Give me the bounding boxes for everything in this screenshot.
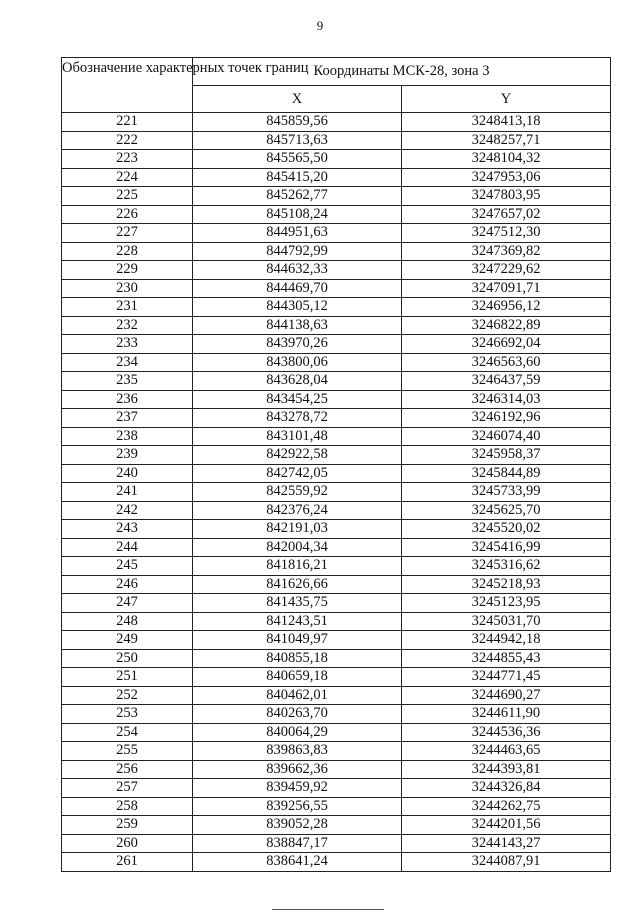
table-row: [62, 261, 611, 280]
table-header: [62, 58, 611, 113]
cell-x: 843628,04: [193, 372, 402, 391]
table-row: [62, 612, 611, 631]
table-row: [62, 131, 611, 150]
cell-point-number: 234: [62, 353, 193, 372]
cell-x: 845565,50: [193, 150, 402, 169]
cell-x: 844792,99: [193, 242, 402, 261]
cell-point-number: 236: [62, 390, 193, 409]
cell-x: 838641,24: [193, 853, 402, 872]
cell-x: 842742,05: [193, 464, 402, 483]
table-row: [62, 742, 611, 761]
cell-y: 3244463,65: [402, 742, 611, 761]
table-row: [62, 409, 611, 428]
table-body: [62, 113, 611, 872]
cell-point-number: 242: [62, 501, 193, 520]
cell-point-number: 229: [62, 261, 193, 280]
cell-x: 841626,66: [193, 575, 402, 594]
cell-y: 3245625,70: [402, 501, 611, 520]
cell-y: 3248413,18: [402, 113, 611, 132]
cell-point-number: 239: [62, 446, 193, 465]
cell-point-number: 231: [62, 298, 193, 317]
cell-point-number: 228: [62, 242, 193, 261]
cell-x: 844469,70: [193, 279, 402, 298]
cell-x: 841049,97: [193, 631, 402, 650]
cell-x: 844951,63: [193, 224, 402, 243]
cell-y: 3244143,27: [402, 834, 611, 853]
cell-y: 3248104,32: [402, 150, 611, 169]
cell-y: 3244536,36: [402, 723, 611, 742]
cell-point-number: 261: [62, 853, 193, 872]
cell-y: 3246956,12: [402, 298, 611, 317]
cell-point-number: 237: [62, 409, 193, 428]
cell-x: 842559,92: [193, 483, 402, 502]
table-row: [62, 353, 611, 372]
table-row: [62, 298, 611, 317]
cell-point-number: 245: [62, 557, 193, 576]
cell-x: 843454,25: [193, 390, 402, 409]
cell-y: 3244690,27: [402, 686, 611, 705]
cell-x: 839662,36: [193, 760, 402, 779]
cell-point-number: 252: [62, 686, 193, 705]
cell-y: 3246692,04: [402, 335, 611, 354]
cell-point-number: 227: [62, 224, 193, 243]
cell-point-number: 251: [62, 668, 193, 687]
table-row: [62, 538, 611, 557]
cell-x: 839256,55: [193, 797, 402, 816]
cell-y: 3246192,96: [402, 409, 611, 428]
cell-y: 3246563,60: [402, 353, 611, 372]
cell-y: 3244326,84: [402, 779, 611, 798]
cell-x: 843970,26: [193, 335, 402, 354]
cell-point-number: 230: [62, 279, 193, 298]
table-row: [62, 816, 611, 835]
cell-y: 3245123,95: [402, 594, 611, 613]
cell-y: 3248257,71: [402, 131, 611, 150]
cell-x: 845859,56: [193, 113, 402, 132]
header-x: X: [193, 86, 402, 113]
cell-point-number: 248: [62, 612, 193, 631]
cell-y: 3245316,62: [402, 557, 611, 576]
cell-point-number: 258: [62, 797, 193, 816]
cell-x: 839863,83: [193, 742, 402, 761]
table-row: [62, 631, 611, 650]
cell-x: 840263,70: [193, 705, 402, 724]
table-row: [62, 779, 611, 798]
cell-y: 3246314,03: [402, 390, 611, 409]
table-row: [62, 242, 611, 261]
cell-y: 3244393,81: [402, 760, 611, 779]
cell-x: 844632,33: [193, 261, 402, 280]
table-row: [62, 205, 611, 224]
cell-y: 3245416,99: [402, 538, 611, 557]
header-y: Y: [402, 86, 611, 113]
table-row: [62, 279, 611, 298]
cell-point-number: 244: [62, 538, 193, 557]
table-row: [62, 705, 611, 724]
cell-y: 3244201,56: [402, 816, 611, 835]
table-row: [62, 187, 611, 206]
table-row: [62, 723, 611, 742]
cell-x: 841243,51: [193, 612, 402, 631]
cell-x: 842191,03: [193, 520, 402, 539]
cell-y: 3244942,18: [402, 631, 611, 650]
cell-point-number: 241: [62, 483, 193, 502]
cell-point-number: 224: [62, 168, 193, 187]
table-row: [62, 224, 611, 243]
cell-point-number: 259: [62, 816, 193, 835]
cell-y: 3247229,62: [402, 261, 611, 280]
table-row: [62, 834, 611, 853]
cell-x: 845262,77: [193, 187, 402, 206]
cell-y: 3247091,71: [402, 279, 611, 298]
cell-point-number: 243: [62, 520, 193, 539]
coordinates-table: [61, 57, 611, 872]
cell-y: 3247369,82: [402, 242, 611, 261]
cell-x: 843101,48: [193, 427, 402, 446]
cell-point-number: 240: [62, 464, 193, 483]
cell-point-number: 226: [62, 205, 193, 224]
table-row: [62, 649, 611, 668]
page-number: 9: [316, 18, 324, 33]
header-point-designation: Обозначение характерных точек границ: [62, 58, 193, 113]
table-row: [62, 520, 611, 539]
cell-x: 842376,24: [193, 501, 402, 520]
cell-y: 3246822,89: [402, 316, 611, 335]
cell-x: 841435,75: [193, 594, 402, 613]
cell-x: 839459,92: [193, 779, 402, 798]
cell-x: 840064,29: [193, 723, 402, 742]
table-row: [62, 668, 611, 687]
cell-y: 3247953,06: [402, 168, 611, 187]
cell-x: 845108,24: [193, 205, 402, 224]
cell-point-number: 254: [62, 723, 193, 742]
table-row: [62, 575, 611, 594]
cell-point-number: 250: [62, 649, 193, 668]
table-row: [62, 797, 611, 816]
header-row-top: [62, 58, 611, 86]
cell-y: 3246074,40: [402, 427, 611, 446]
cell-point-number: 222: [62, 131, 193, 150]
table-row: [62, 372, 611, 391]
cell-y: 3246437,59: [402, 372, 611, 391]
table-row: [62, 594, 611, 613]
cell-x: 841816,21: [193, 557, 402, 576]
cell-y: 3245844,89: [402, 464, 611, 483]
cell-point-number: 225: [62, 187, 193, 206]
cell-y: 3247657,02: [402, 205, 611, 224]
cell-x: 840855,18: [193, 649, 402, 668]
cell-point-number: 247: [62, 594, 193, 613]
cell-point-number: 255: [62, 742, 193, 761]
table-row: [62, 390, 611, 409]
cell-point-number: 260: [62, 834, 193, 853]
cell-point-number: 246: [62, 575, 193, 594]
table-row: [62, 335, 611, 354]
cell-x: 840462,01: [193, 686, 402, 705]
cell-y: 3244855,43: [402, 649, 611, 668]
table-row: [62, 853, 611, 872]
table-row: [62, 446, 611, 465]
cell-x: 843278,72: [193, 409, 402, 428]
cell-y: 3245031,70: [402, 612, 611, 631]
cell-x: 844138,63: [193, 316, 402, 335]
cell-x: 843800,06: [193, 353, 402, 372]
cell-x: 838847,17: [193, 834, 402, 853]
cell-y: 3244087,91: [402, 853, 611, 872]
table-row: [62, 760, 611, 779]
table-row: [62, 686, 611, 705]
cell-x: 845713,63: [193, 131, 402, 150]
cell-point-number: 238: [62, 427, 193, 446]
cell-y: 3244262,75: [402, 797, 611, 816]
cell-x: 842922,58: [193, 446, 402, 465]
cell-point-number: 221: [62, 113, 193, 132]
table-row: [62, 168, 611, 187]
cell-x: 845415,20: [193, 168, 402, 187]
cell-point-number: 235: [62, 372, 193, 391]
header-coordinate-system: Координаты МСК-28, зона 3: [193, 58, 611, 86]
cell-y: 3247803,95: [402, 187, 611, 206]
table-row: [62, 427, 611, 446]
table-row: [62, 150, 611, 169]
cell-y: 3245733,99: [402, 483, 611, 502]
cell-x: 842004,34: [193, 538, 402, 557]
cell-point-number: 249: [62, 631, 193, 650]
cell-y: 3244611,90: [402, 705, 611, 724]
cell-x: 844305,12: [193, 298, 402, 317]
cell-point-number: 223: [62, 150, 193, 169]
cell-point-number: 253: [62, 705, 193, 724]
cell-point-number: 256: [62, 760, 193, 779]
table-row: [62, 501, 611, 520]
cell-y: 3245520,02: [402, 520, 611, 539]
table-row: [62, 113, 611, 132]
cell-point-number: 233: [62, 335, 193, 354]
cell-point-number: 232: [62, 316, 193, 335]
table-row: [62, 483, 611, 502]
cell-point-number: 257: [62, 779, 193, 798]
cell-x: 839052,28: [193, 816, 402, 835]
table-row: [62, 316, 611, 335]
cell-y: 3247512,30: [402, 224, 611, 243]
cell-x: 840659,18: [193, 668, 402, 687]
cell-y: 3244771,45: [402, 668, 611, 687]
cell-y: 3245218,93: [402, 575, 611, 594]
bottom-rule: [272, 909, 384, 910]
cell-y: 3245958,37: [402, 446, 611, 465]
table-row: [62, 557, 611, 576]
table-row: [62, 464, 611, 483]
